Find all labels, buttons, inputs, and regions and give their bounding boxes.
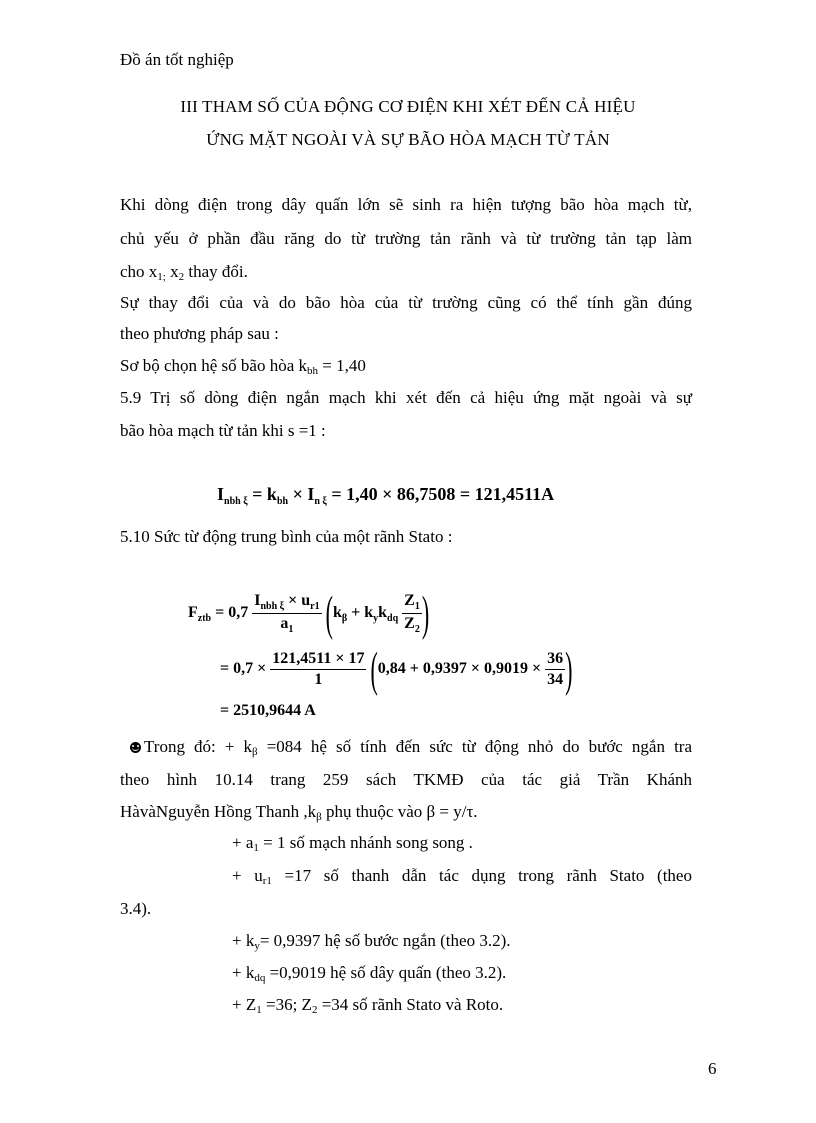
equation-mmf-line2: = 0,7 × $\frac{121,4511 \times 17}{1}$ (0,84 + 0,9397 × 0,9019 × $\frac{36}{34}$ ) [220, 640, 573, 696]
section-title-line2: ỨNG MẶT NGOÀI VÀ SỰ BÃO HÒA MẠCH TỪ TẢN [206, 130, 610, 149]
item-a1: + $a_1 = 1$ số mạch nhánh song song . [232, 833, 473, 854]
para2-line1: Sự thay đổi của và do bão hòa của từ trường cũng có thể tính gần đúng [120, 293, 692, 312]
para1-line2: chủ yếu ở phần đầu răng do từ trường tản rãnh và từ trường tản tạp làm [120, 229, 692, 248]
para1-line3: cho $x_{1;}$ $x_2$ thay đổi. [120, 262, 248, 283]
sec59-line1: 5.9 Trị số dòng điện ngắn mạch khi xét đến cả hiệu ứng mặt ngoài và sự [120, 388, 692, 407]
page-header: Đồ án tốt nghiệp [120, 50, 234, 69]
section-title-line1: III THAM SỐ CỦA ĐỘNG CƠ ĐIỆN KHI XÉT ĐẾN CẢ HIỆU [180, 97, 636, 116]
item-ur1-cont: 3.4). [120, 899, 152, 918]
para2-line2: theo phương pháp sau : [120, 324, 279, 343]
para1-line1: Khi dòng điện trong dây quấn lớn sẽ sinh ra hiện tượng bão hòa mạch từ, [120, 195, 692, 214]
smiley-icon [130, 742, 141, 753]
page-number: 6 [708, 1059, 717, 1078]
item-kdq: + $k_{dq} =0,9019$ hệ số dây quấn (theo 3.2). [232, 963, 507, 984]
where-line2: theo hình 10.14 trang 259 sách TKMĐ của tác giả Trần Khánh [120, 770, 692, 789]
item-ur1: + $u_{r1} =17$ số thanh dẫn tác dụng trong rãnh Stato (theo [232, 866, 692, 887]
z-ratio-fraction: $\frac{Z_1}{Z_2}$ [404, 592, 420, 635]
equation-mmf-result: = 2510,9644 A [220, 702, 316, 719]
para3: Sơ bộ chọn hệ số bão hòa $k_{bh} = 1,40$ [120, 356, 366, 377]
equation-mmf-line1: $F_{ztb} = 0,7$ $\frac{I_{nbh \xi} \times u_{r1}}{a_1}$ ($k_\beta + k_yk_{dq}$ $\frac{Z_1}{Z_2}$ ) [188, 584, 430, 640]
where-line1: Trong đó: + $k_\beta =084$ hệ số tính đến sức từ động nhỏ do bước ngắn tra [130, 737, 692, 762]
sec510-heading: 5.10 Sức từ động trung bình của một rãnh Stato : [120, 527, 453, 546]
where-line3: HàvàNguyễn Hồng Thanh $,k_\beta$ phụ thuộc vào β = y/τ. [120, 802, 478, 823]
item-z: + $Z_1 =36$; $Z_2 =34$ số rãnh Stato và Roto. [232, 995, 504, 1016]
item-ky: + $k_y= 0,9397$ hệ số bước ngắn (theo 3.2). [232, 931, 511, 952]
mmf-fraction: $\frac{I_{nbh \xi} \times u_{r1}}{a_1}$ [254, 592, 320, 635]
equation-short-circuit-current: $I_{nbh \xi} = k_{bh} \times I_{n \xi} = 1,40 \times 86,7508 = 121,4511A$ [217, 484, 555, 507]
sec59-line2: bão hòa mạch từ tản khi s =1 : [120, 421, 326, 440]
